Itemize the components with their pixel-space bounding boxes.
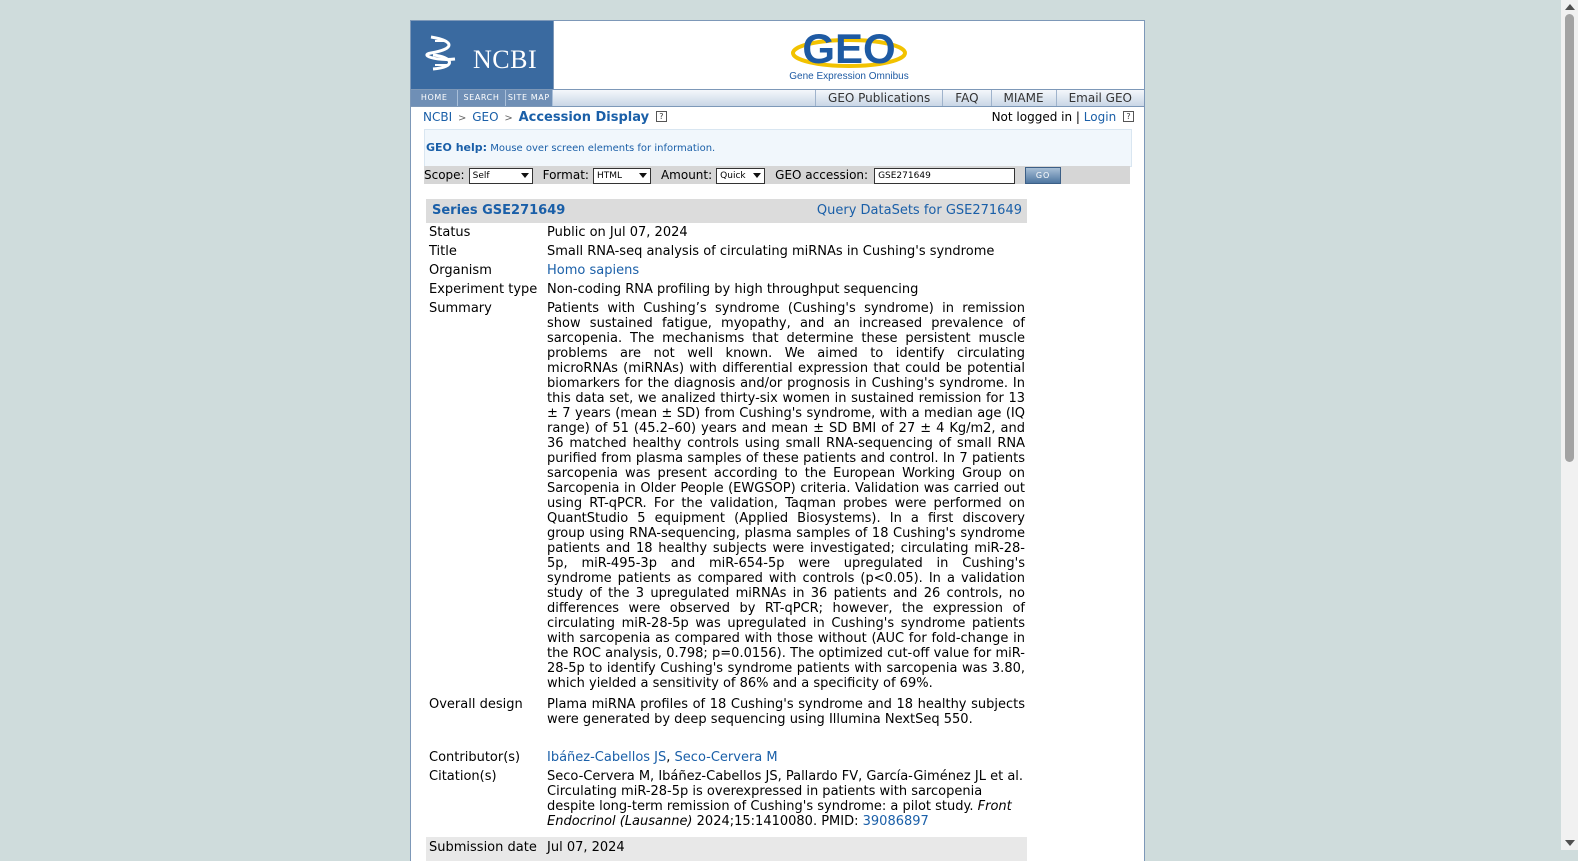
series-fields	[429, 225, 1025, 835]
contributor-link[interactable]: Ibáñez-Cabellos JS	[547, 750, 667, 765]
scope-select[interactable]: Self	[469, 168, 533, 184]
citation-details: 2024;15:1410080. PMID:	[696, 814, 859, 829]
geo-tagline: Gene Expression Omnibus	[789, 71, 909, 82]
scrollbar-thumb[interactable]	[1565, 14, 1574, 462]
field-value: Jul 07, 2024	[547, 840, 625, 855]
nav-site-map[interactable]: SITE MAP	[506, 90, 553, 106]
geo-logo-text: GEO	[802, 26, 896, 70]
nav-geo-publications[interactable]: GEO Publications	[815, 90, 942, 106]
geo-help-label: GEO help:	[426, 141, 488, 154]
format-select[interactable]: HTML	[593, 168, 651, 184]
field-label: Organism	[429, 263, 492, 278]
field-label: Submission date	[429, 840, 537, 855]
geo-logo[interactable]	[554, 21, 1144, 89]
citation-text	[547, 769, 1025, 829]
page-scrollbar[interactable]	[1561, 0, 1578, 850]
series-header	[426, 199, 1027, 223]
nav-search[interactable]: SEARCH	[458, 90, 505, 106]
login-status: Not logged in	[991, 110, 1073, 124]
field-value: Non-coding RNA profiling by high throughput sequencing	[547, 282, 919, 297]
page-title: Accession Display	[518, 110, 650, 125]
breadcrumb-ncbi[interactable]: NCBI	[423, 110, 453, 124]
field-summary	[429, 301, 1025, 697]
field-label: Experiment type	[429, 282, 538, 297]
geo-logo-icon	[790, 26, 908, 70]
accession-input[interactable]: GSE271649	[874, 168, 1015, 184]
field-submission-date	[426, 837, 1027, 861]
login-area	[992, 110, 1134, 124]
query-form	[424, 166, 1130, 184]
breadcrumb	[423, 110, 667, 125]
field-organism	[429, 263, 1025, 282]
login-link[interactable]: Login	[1083, 110, 1117, 124]
field-label: Contributor(s)	[429, 750, 521, 765]
field-label: Title	[429, 244, 457, 259]
accession-label: GEO accession:	[775, 168, 869, 182]
field-label: Status	[429, 225, 471, 240]
geo-nav	[815, 90, 1144, 106]
citation-journal: Front Endocrinol (Lausanne)	[547, 799, 1012, 829]
ncbi-logo[interactable]	[411, 21, 554, 89]
overall-design-text: Plama miRNA profiles of 18 Cushing's syndrome and 18 healthy subjects were generated by deep sequencing using Illumina NextSeq 550.	[547, 697, 1025, 727]
field-citation	[429, 769, 1025, 835]
nav-email-geo[interactable]: Email GEO	[1056, 90, 1144, 106]
organism-link[interactable]: Homo sapiens	[547, 263, 640, 278]
login-help-icon[interactable]: ?	[1123, 111, 1134, 122]
summary-text: Patients with Cushing’s syndrome (Cushing's syndrome) in remission show sustained fatigue, myopathy, and an increased prevalence of sarcopenia. The mechanisms that determine these persistent muscle problems are not well known. We aimed to identify circulating microRNAs (miRNAs) with differential expression that could be potential biomarkers for the diagnosis and/or prognosis in Cushing's syndrome. In this data set, we analized thirty-six women in sustained remission for 13 ± 7 years (mean ± SD) from Cushing's syndrome, with a median age (IQ range) of 51 (45.2–60) years and mean ± SD BMI of 27 ± 4 Kg/m2, and 36 matched healthy controls using small RNA-sequencing of small RNA purified from plasma samples of these patients and control. In 7 patients sarcopenia was present according to the European Working Group on Sarcopenia in Older People (EWGSOP) criteria. Validation was carried out using RT-qPCR. For the validation, Taqman probes were performed on QuantStudio 5 equipment (Applied Biosystems). In a first discovery group using RNA-sequencing, plasma samples of 18 Cushing's syndrome patients and 18 healthy subjects were investigated; circulating miR-28-5p, miR-495-3p and miR-654-5p were upregulated in Cushing's syndrome patients as compared with controls (p<0.05). In a validation study of the 3 upregulated miRNAs in 36 patients and 26 controls, no differences were observed by RT-qPCR; however, the expression of circulating miR-28-5p was upregulated in Cushing's syndrome patients with sarcopenia as compared with those without (AUC for fold-change in the ROC analysis, 0.798; p=0.0156). The optimized cut-off value for miR-28-5p to identify Cushing's syndrome patients with sarcopenia was 3.80, which yielded a sensitivity of 86% and a specificity of 69%.	[547, 301, 1025, 691]
nav-miame[interactable]: MIAME	[991, 90, 1056, 106]
field-value: Small RNA-seq analysis of circulating miRNAs in Cushing's syndrome	[547, 244, 995, 259]
citation-body: Seco-Cervera M, Ibáñez-Cabellos JS, Pallardo FV, García-Giménez JL et al. Circulating miR-28-5p is overexpressed in patients with sarcopenia despite long-term remission of Cushing's syndrome: a pilot study.	[547, 769, 1024, 814]
field-status	[429, 225, 1025, 244]
field-value: Public on Jul 07, 2024	[547, 225, 688, 240]
breadcrumb-separator: >	[457, 113, 467, 124]
geo-help-text: Mouse over screen elements for information.	[490, 143, 716, 154]
go-button[interactable]: GO	[1025, 167, 1061, 184]
login-divider: |	[1075, 110, 1080, 124]
amount-select[interactable]: Quick	[716, 168, 765, 184]
help-icon[interactable]: ?	[656, 111, 667, 122]
series-title: Series GSE271649	[432, 203, 566, 218]
field-label: Overall design	[429, 697, 523, 712]
amount-label: Amount:	[660, 168, 713, 182]
field-label: Citation(s)	[429, 769, 497, 784]
field-overall-design	[429, 697, 1025, 750]
contributor-link[interactable]: Seco-Cervera M	[674, 750, 778, 765]
contributor-separator: ,	[666, 750, 675, 765]
breadcrumb-separator: >	[504, 113, 513, 124]
nav-home[interactable]: HOME	[411, 90, 458, 106]
format-label: Format:	[542, 168, 589, 182]
ncbi-nav	[411, 90, 553, 106]
field-contributors	[429, 750, 1025, 769]
pmid-link[interactable]: 39086897	[862, 814, 929, 829]
nav-bar	[411, 89, 1144, 107]
field-label: Summary	[429, 301, 492, 316]
ncbi-logo-text: NCBI	[473, 45, 538, 74]
geo-help-box	[424, 129, 1132, 167]
dna-helix-icon	[425, 33, 461, 73]
query-datasets-link[interactable]: Query DataSets for GSE271649	[816, 203, 1022, 218]
field-title	[429, 244, 1025, 263]
nav-faq[interactable]: FAQ	[942, 90, 990, 106]
field-experiment-type	[429, 282, 1025, 301]
scope-label: Scope:	[424, 168, 465, 182]
page-frame	[410, 20, 1145, 861]
breadcrumb-geo[interactable]: GEO	[472, 110, 499, 124]
scroll-up-arrow-icon[interactable]	[1565, 4, 1575, 10]
scroll-down-arrow-icon[interactable]	[1565, 840, 1575, 846]
